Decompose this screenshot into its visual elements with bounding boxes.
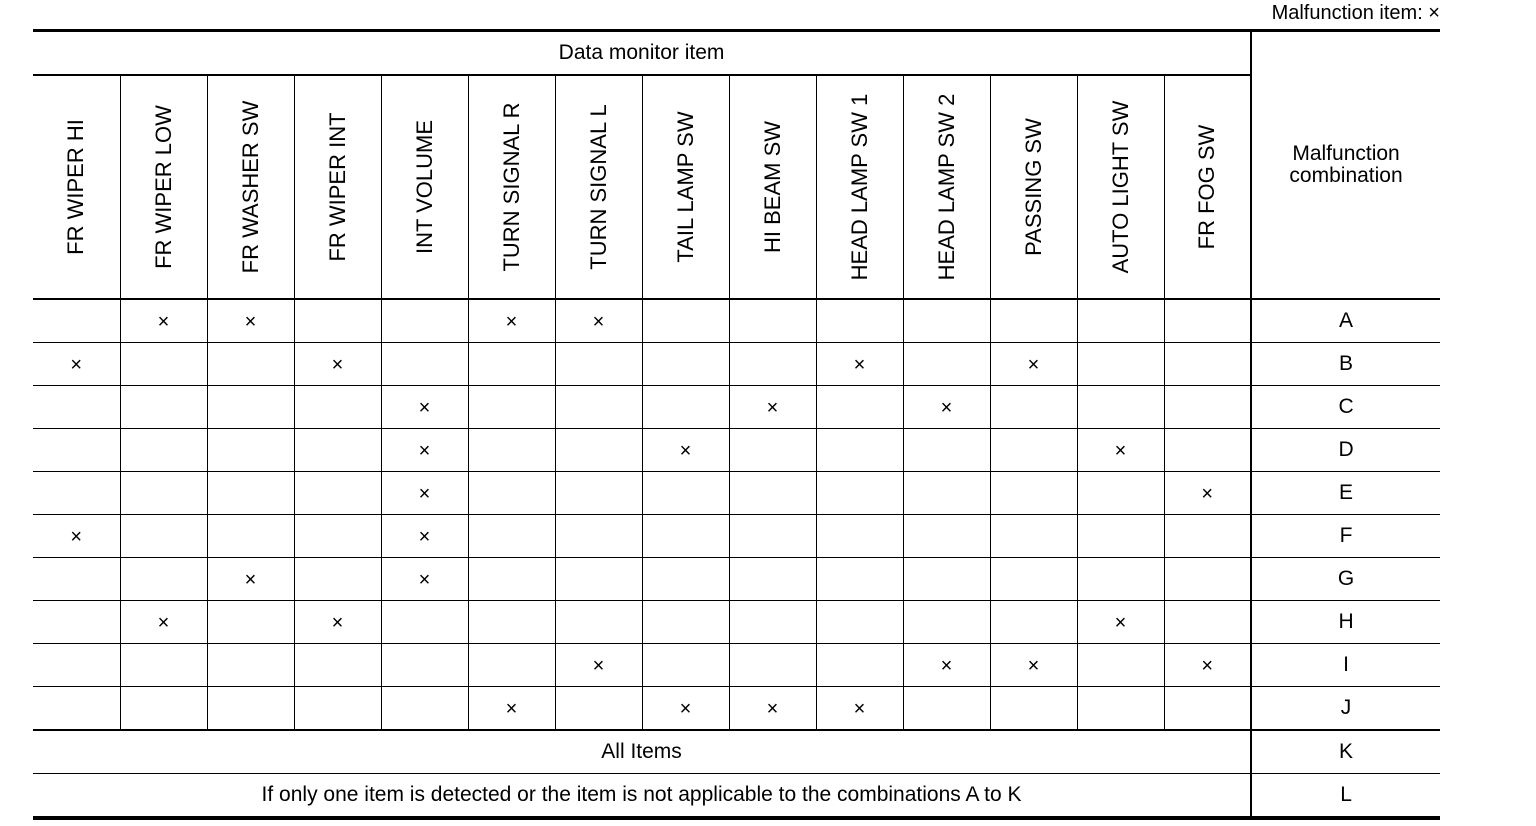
matrix-cell	[555, 515, 642, 558]
matrix-cell	[120, 644, 207, 687]
matrix-cell	[294, 429, 381, 472]
matrix-cell	[1077, 299, 1164, 343]
matrix-cell	[1077, 601, 1164, 644]
matrix-cell	[468, 343, 555, 386]
malfunction-mark: ×	[1027, 354, 1040, 376]
column-header	[207, 75, 294, 299]
matrix-cell	[990, 558, 1077, 601]
matrix-cell	[990, 515, 1077, 558]
matrix-cell	[33, 558, 120, 601]
matrix-cell	[729, 558, 816, 601]
matrix-cell	[381, 644, 468, 687]
combination-code: I	[1251, 644, 1440, 687]
column-header-label: AUTO LIGHT SW	[1107, 100, 1133, 274]
matrix-cell	[468, 558, 555, 601]
matrix-cell	[903, 687, 990, 731]
matrix-cell	[729, 515, 816, 558]
matrix-cell	[903, 472, 990, 515]
matrix-cell	[555, 687, 642, 731]
malfunction-mark: ×	[766, 698, 779, 720]
matrix-cell	[990, 601, 1077, 644]
column-header	[33, 75, 120, 299]
column-header	[120, 75, 207, 299]
matrix-cell	[33, 515, 120, 558]
matrix-cell	[1164, 644, 1251, 687]
malfunction-mark: ×	[505, 311, 518, 333]
malfunction-mark: ×	[853, 354, 866, 376]
matrix-cell	[729, 601, 816, 644]
malfunction-mark: ×	[766, 397, 779, 419]
column-header-label: HI BEAM SW	[759, 120, 785, 254]
malfunction-mark: ×	[853, 698, 866, 720]
malfunction-mark: ×	[157, 311, 170, 333]
column-header-label: PASSING SW	[1020, 118, 1046, 256]
combination-code: K	[1251, 730, 1440, 774]
table-row	[33, 558, 1440, 601]
matrix-cell	[381, 299, 468, 343]
matrix-cell	[729, 472, 816, 515]
malfunction-mark: ×	[418, 440, 431, 462]
table-row	[33, 429, 1440, 472]
matrix-cell	[816, 558, 903, 601]
matrix-cell	[33, 386, 120, 429]
column-header-label: TURN SIGNAL R	[498, 102, 524, 272]
matrix-cell	[207, 644, 294, 687]
column-header-label: FR WIPER LOW	[150, 105, 176, 269]
column-header	[381, 75, 468, 299]
matrix-cell	[729, 644, 816, 687]
span-row-label: If only one item is detected or the item is not applicable to the combinations A to K	[33, 774, 1251, 819]
matrix-cell	[1164, 558, 1251, 601]
table-row	[33, 299, 1440, 343]
malfunction-mark: ×	[679, 698, 692, 720]
matrix-cell	[816, 687, 903, 731]
matrix-cell	[903, 515, 990, 558]
matrix-cell	[903, 601, 990, 644]
malfunction-mark: ×	[1114, 612, 1127, 634]
malfunction-combination-table	[33, 29, 1440, 820]
matrix-cell	[1164, 343, 1251, 386]
combination-code: D	[1251, 429, 1440, 472]
malfunction-mark: ×	[331, 612, 344, 634]
matrix-cell	[816, 386, 903, 429]
matrix-cell	[1164, 687, 1251, 731]
matrix-cell	[294, 299, 381, 343]
matrix-cell	[642, 472, 729, 515]
malfunction-mark: ×	[418, 526, 431, 548]
matrix-cell	[555, 558, 642, 601]
combination-code: G	[1251, 558, 1440, 601]
matrix-cell	[381, 386, 468, 429]
malfunction-mark: ×	[679, 440, 692, 462]
malfunction-mark: ×	[157, 612, 170, 634]
malfunction-mark: ×	[592, 655, 605, 677]
matrix-cell	[1164, 299, 1251, 343]
matrix-cell	[120, 515, 207, 558]
matrix-cell	[555, 644, 642, 687]
table-row	[33, 515, 1440, 558]
matrix-cell	[33, 299, 120, 343]
matrix-cell	[555, 429, 642, 472]
matrix-cell	[381, 515, 468, 558]
matrix-cell	[207, 299, 294, 343]
matrix-cell	[381, 687, 468, 731]
matrix-cell	[33, 429, 120, 472]
table-row	[33, 386, 1440, 429]
matrix-cell	[33, 472, 120, 515]
table-row	[33, 730, 1440, 774]
data-monitor-item-header: Data monitor item	[33, 31, 1251, 76]
matrix-cell	[207, 558, 294, 601]
matrix-cell	[729, 386, 816, 429]
matrix-cell	[1077, 429, 1164, 472]
matrix-cell	[816, 299, 903, 343]
matrix-cell	[294, 558, 381, 601]
matrix-cell	[207, 343, 294, 386]
combination-code: B	[1251, 343, 1440, 386]
matrix-cell	[381, 558, 468, 601]
matrix-cell	[816, 601, 903, 644]
malfunction-mark: ×	[418, 569, 431, 591]
matrix-cell	[1164, 515, 1251, 558]
malfunction-mark: ×	[1114, 440, 1127, 462]
matrix-cell	[33, 601, 120, 644]
matrix-cell	[120, 299, 207, 343]
matrix-cell	[642, 343, 729, 386]
matrix-cell	[381, 472, 468, 515]
table-row	[33, 774, 1440, 819]
matrix-cell	[294, 515, 381, 558]
matrix-cell	[903, 386, 990, 429]
matrix-cell	[903, 429, 990, 472]
matrix-cell	[990, 644, 1077, 687]
matrix-cell	[468, 299, 555, 343]
matrix-cell	[468, 386, 555, 429]
column-header-label: FR WIPER HI	[63, 119, 89, 255]
matrix-cell	[207, 472, 294, 515]
matrix-cell	[990, 687, 1077, 731]
matrix-cell	[903, 644, 990, 687]
matrix-cell	[1077, 644, 1164, 687]
malfunction-combination-header	[1251, 31, 1440, 300]
table-row	[33, 472, 1440, 515]
malfunction-mark: ×	[1201, 483, 1214, 505]
column-header-label: HEAD LAMP SW 2	[933, 93, 959, 281]
combination-code: H	[1251, 601, 1440, 644]
matrix-cell	[1077, 386, 1164, 429]
matrix-cell	[120, 472, 207, 515]
matrix-cell	[468, 429, 555, 472]
combination-header-label: Malfunction combination	[1289, 142, 1403, 187]
malfunction-mark: ×	[331, 354, 344, 376]
column-header-label: INT VOLUME	[411, 119, 437, 255]
matrix-cell	[642, 558, 729, 601]
matrix-cell	[120, 558, 207, 601]
matrix-cell	[555, 472, 642, 515]
column-header	[1164, 75, 1251, 299]
matrix-cell	[1077, 687, 1164, 731]
matrix-cell	[990, 343, 1077, 386]
combination-code: E	[1251, 472, 1440, 515]
matrix-cell	[381, 601, 468, 644]
matrix-cell	[33, 687, 120, 731]
matrix-cell	[642, 386, 729, 429]
column-header-label: HEAD LAMP SW 1	[846, 93, 872, 281]
table-row	[33, 601, 1440, 644]
matrix-cell	[642, 687, 729, 731]
matrix-cell	[729, 687, 816, 731]
column-header	[729, 75, 816, 299]
malfunction-mark: ×	[418, 483, 431, 505]
matrix-cell	[207, 687, 294, 731]
malfunction-mark: ×	[940, 655, 953, 677]
column-header	[1077, 75, 1164, 299]
matrix-cell	[642, 644, 729, 687]
combination-code: L	[1251, 774, 1440, 819]
table-row	[33, 687, 1440, 731]
column-header-label: FR WASHER SW	[237, 100, 263, 274]
matrix-cell	[990, 299, 1077, 343]
column-header-label: FR WIPER INT	[324, 112, 350, 262]
matrix-cell	[555, 299, 642, 343]
matrix-cell	[468, 472, 555, 515]
matrix-cell	[990, 429, 1077, 472]
matrix-cell	[381, 429, 468, 472]
matrix-cell	[555, 601, 642, 644]
matrix-cell	[903, 558, 990, 601]
matrix-cell	[33, 343, 120, 386]
malfunction-mark: ×	[244, 311, 257, 333]
malfunction-legend: Malfunction item: ×	[1271, 2, 1440, 24]
combination-code: J	[1251, 687, 1440, 731]
column-header-label: TURN SIGNAL L	[585, 104, 611, 270]
matrix-cell	[555, 343, 642, 386]
matrix-cell	[120, 343, 207, 386]
matrix-cell	[903, 299, 990, 343]
column-header	[294, 75, 381, 299]
matrix-cell	[990, 386, 1077, 429]
matrix-cell	[207, 386, 294, 429]
matrix-cell	[294, 472, 381, 515]
column-header-label: FR FOG SW	[1194, 124, 1220, 250]
column-header	[468, 75, 555, 299]
malfunction-mark: ×	[244, 569, 257, 591]
malfunction-mark: ×	[1201, 655, 1214, 677]
matrix-cell	[1164, 472, 1251, 515]
matrix-cell	[468, 601, 555, 644]
matrix-cell	[990, 472, 1077, 515]
matrix-cell	[816, 515, 903, 558]
matrix-cell	[120, 687, 207, 731]
matrix-cell	[729, 429, 816, 472]
matrix-cell	[33, 644, 120, 687]
column-header	[903, 75, 990, 299]
matrix-cell	[729, 343, 816, 386]
matrix-cell	[642, 299, 729, 343]
matrix-cell	[642, 515, 729, 558]
matrix-cell	[120, 429, 207, 472]
matrix-cell	[207, 601, 294, 644]
matrix-cell	[468, 687, 555, 731]
matrix-cell	[1164, 601, 1251, 644]
matrix-cell	[120, 601, 207, 644]
matrix-cell	[1164, 429, 1251, 472]
malfunction-mark: ×	[418, 397, 431, 419]
malfunction-mark: ×	[592, 311, 605, 333]
matrix-cell	[816, 644, 903, 687]
table-row	[33, 644, 1440, 687]
matrix-cell	[294, 601, 381, 644]
matrix-cell	[1077, 472, 1164, 515]
matrix-cell	[1077, 343, 1164, 386]
column-header	[555, 75, 642, 299]
matrix-cell	[294, 343, 381, 386]
column-header-label: TAIL LAMP SW	[672, 111, 698, 263]
matrix-cell	[903, 343, 990, 386]
malfunction-mark: ×	[940, 397, 953, 419]
combination-code: A	[1251, 299, 1440, 343]
matrix-cell	[555, 386, 642, 429]
matrix-cell	[468, 515, 555, 558]
matrix-cell	[642, 601, 729, 644]
malfunction-mark: ×	[505, 698, 518, 720]
column-header	[642, 75, 729, 299]
malfunction-mark: ×	[70, 526, 83, 548]
matrix-cell	[1077, 515, 1164, 558]
table-row	[33, 343, 1440, 386]
matrix-cell	[1164, 386, 1251, 429]
matrix-cell	[1077, 558, 1164, 601]
matrix-cell	[207, 515, 294, 558]
matrix-cell	[729, 299, 816, 343]
matrix-cell	[381, 343, 468, 386]
matrix-cell	[468, 644, 555, 687]
malfunction-mark: ×	[1027, 655, 1040, 677]
matrix-cell	[816, 472, 903, 515]
matrix-cell	[642, 429, 729, 472]
matrix-cell	[816, 429, 903, 472]
matrix-cell	[294, 644, 381, 687]
matrix-cell	[294, 687, 381, 731]
span-row-label: All Items	[33, 730, 1251, 774]
combination-code: F	[1251, 515, 1440, 558]
matrix-cell	[294, 386, 381, 429]
matrix-cell	[207, 429, 294, 472]
column-header	[990, 75, 1077, 299]
matrix-cell	[816, 343, 903, 386]
matrix-cell	[120, 386, 207, 429]
malfunction-mark: ×	[70, 354, 83, 376]
combination-code: C	[1251, 386, 1440, 429]
column-header	[816, 75, 903, 299]
